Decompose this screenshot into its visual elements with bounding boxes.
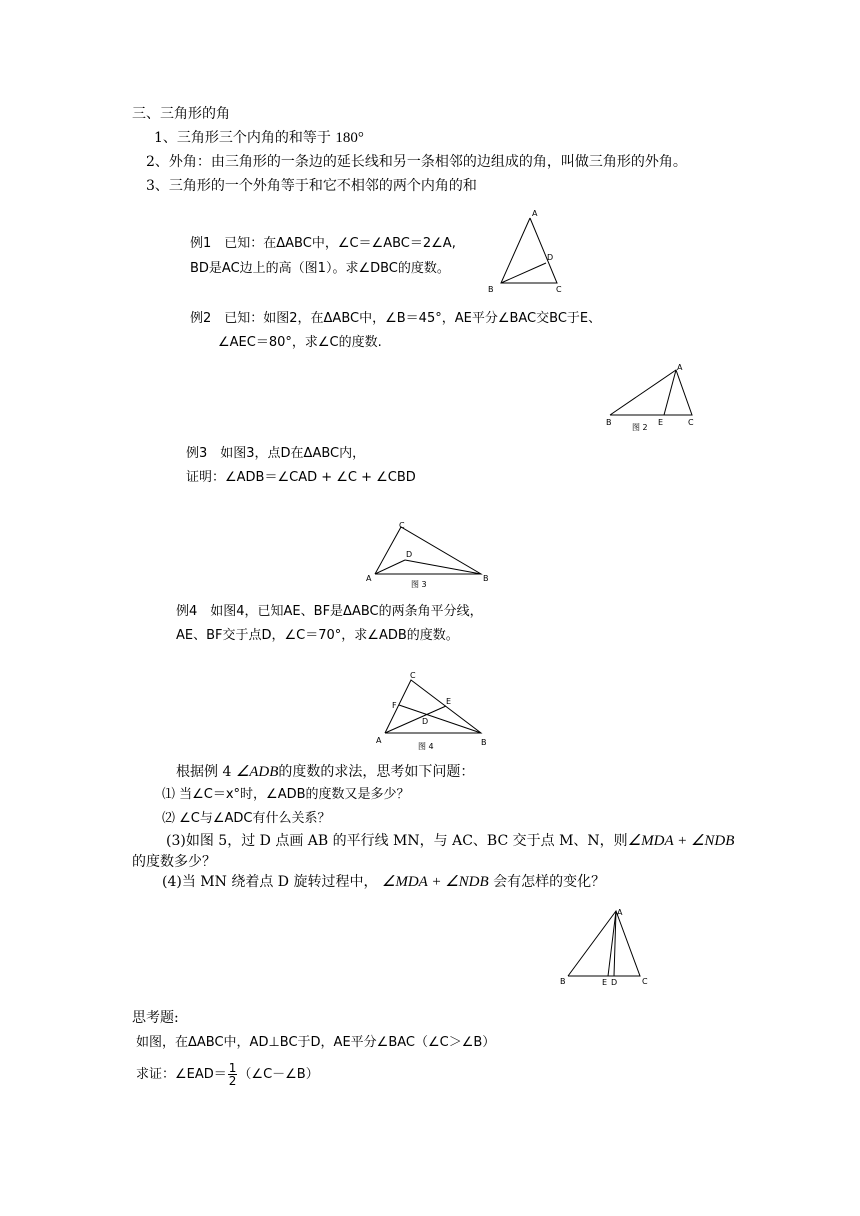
example-3-line-2: 证明：∠ADB＝∠CAD + ∠C + ∠CBD: [186, 470, 416, 485]
figure-2-label-b: B: [606, 418, 612, 427]
figure-1-label-a: A: [532, 209, 538, 218]
example-4-line-1: 例4 如图4，已知AE、BF是ΔABC的两条角平分线，: [176, 604, 483, 619]
questions-intro-prefix: 根据例 4: [176, 764, 232, 780]
question-1: ⑴ 当∠C＝x°时，∠ADB的度数又是多少？: [162, 787, 410, 802]
fraction-numerator: 1: [228, 1061, 237, 1075]
figure-5-label-b: B: [560, 977, 566, 986]
question-3-math: ∠MDA + ∠NDB: [627, 833, 735, 849]
figure-2-caption: 图 2: [632, 423, 648, 432]
figure-2-label-a: A: [677, 363, 683, 372]
figure-1-label-c: C: [556, 285, 562, 294]
section-title: 三、三角形的角: [132, 106, 230, 122]
figure-4-label-b: B: [481, 738, 487, 747]
figure-5-label-e: E: [602, 978, 608, 987]
thinking-title: 思考题:: [132, 1010, 179, 1026]
figure-4-label-a: A: [376, 736, 382, 745]
thinking-line-1: 如图，在ΔABC中，AD⊥BC于D，AE平分∠BAC（∠C＞∠B）: [136, 1035, 496, 1050]
thinking-line-2-prefix: 求证：∠EAD＝: [136, 1067, 227, 1082]
question-3-continued: 的度数多少？: [132, 854, 216, 870]
question-3-prefix: (3)如图 5，过 D 点画 AB 的平行线 MN，与 AC、BC 交于点 M、N，则: [166, 833, 628, 849]
figure-2-label-c: C: [688, 418, 694, 427]
figure-4-label-c: C: [410, 671, 416, 680]
point-1-value: 180°: [335, 130, 364, 146]
point-2: 2、外角：由三角形的一条边的延长线和另一条相邻的边组成的角，叫做三角形的外角。: [146, 154, 687, 170]
figure-4-label-d: D: [422, 717, 429, 726]
example-2-line-2: ∠AEC＝80°，求∠C的度数.: [218, 335, 382, 350]
point-3: 3、三角形的一个外角等于和它不相邻的两个内角的和: [146, 178, 477, 194]
point-1-text: 1、三角形三个内角的和等于: [154, 130, 331, 146]
figure-4-label-f: F: [392, 701, 397, 710]
example-1-line-1: 例1 已知：在ΔABC中，∠C＝∠ABC＝2∠A,: [190, 236, 456, 251]
figure-5-label-d: D: [611, 978, 618, 987]
figure-3-caption: 图 3: [411, 580, 427, 589]
thinking-line-2-suffix: （∠C－∠B）: [238, 1067, 319, 1082]
figure-5-label-a: A: [617, 908, 623, 917]
figure-1-label-d: D: [547, 253, 554, 262]
thinking-line-2: [136, 1062, 319, 1087]
example-1-line-2: BD是AC边上的高（图1）。求∠DBC的度数。: [190, 261, 450, 276]
example-3-line-1: 例3 如图3，点D在ΔABC内，: [186, 446, 366, 461]
figure-4-caption: 图 4: [418, 742, 434, 751]
figure-5-label-c: C: [642, 977, 648, 986]
figure-3-label-c: C: [399, 521, 405, 530]
question-4-prefix: (4)当 MN 绕着点 D 旋转过程中，: [162, 874, 378, 890]
figure-3-label-a: A: [366, 574, 372, 583]
fraction-one-half: [228, 1062, 238, 1087]
figure-2-label-e: E: [658, 418, 664, 427]
figure-1-label-b: B: [488, 285, 494, 294]
figure-3-label-d: D: [406, 550, 413, 559]
fraction-denominator: 2: [228, 1074, 237, 1088]
figure-3-label-b: B: [483, 574, 489, 583]
figure-5-triangle: [568, 911, 640, 976]
question-4-suffix: 会有怎样的变化？: [493, 874, 606, 890]
questions-intro-math: ∠ADB: [235, 764, 279, 780]
example-4-line-2: AE、BF交于点D，∠C＝70°，求∠ADB的度数。: [176, 628, 459, 643]
question-4-math: ∠MDA + ∠NDB: [381, 874, 489, 890]
questions-intro-suffix: 的度数的求法，思考如下问题：: [278, 764, 475, 780]
question-2: ⑵ ∠C与∠ADC有什么关系？: [162, 811, 331, 826]
figure-4-label-e: E: [446, 697, 452, 706]
example-2-line-1: 例2 已知：如图2，在ΔABC中，∠B＝45°，AE平分∠BAC交BC于E、: [190, 311, 602, 326]
